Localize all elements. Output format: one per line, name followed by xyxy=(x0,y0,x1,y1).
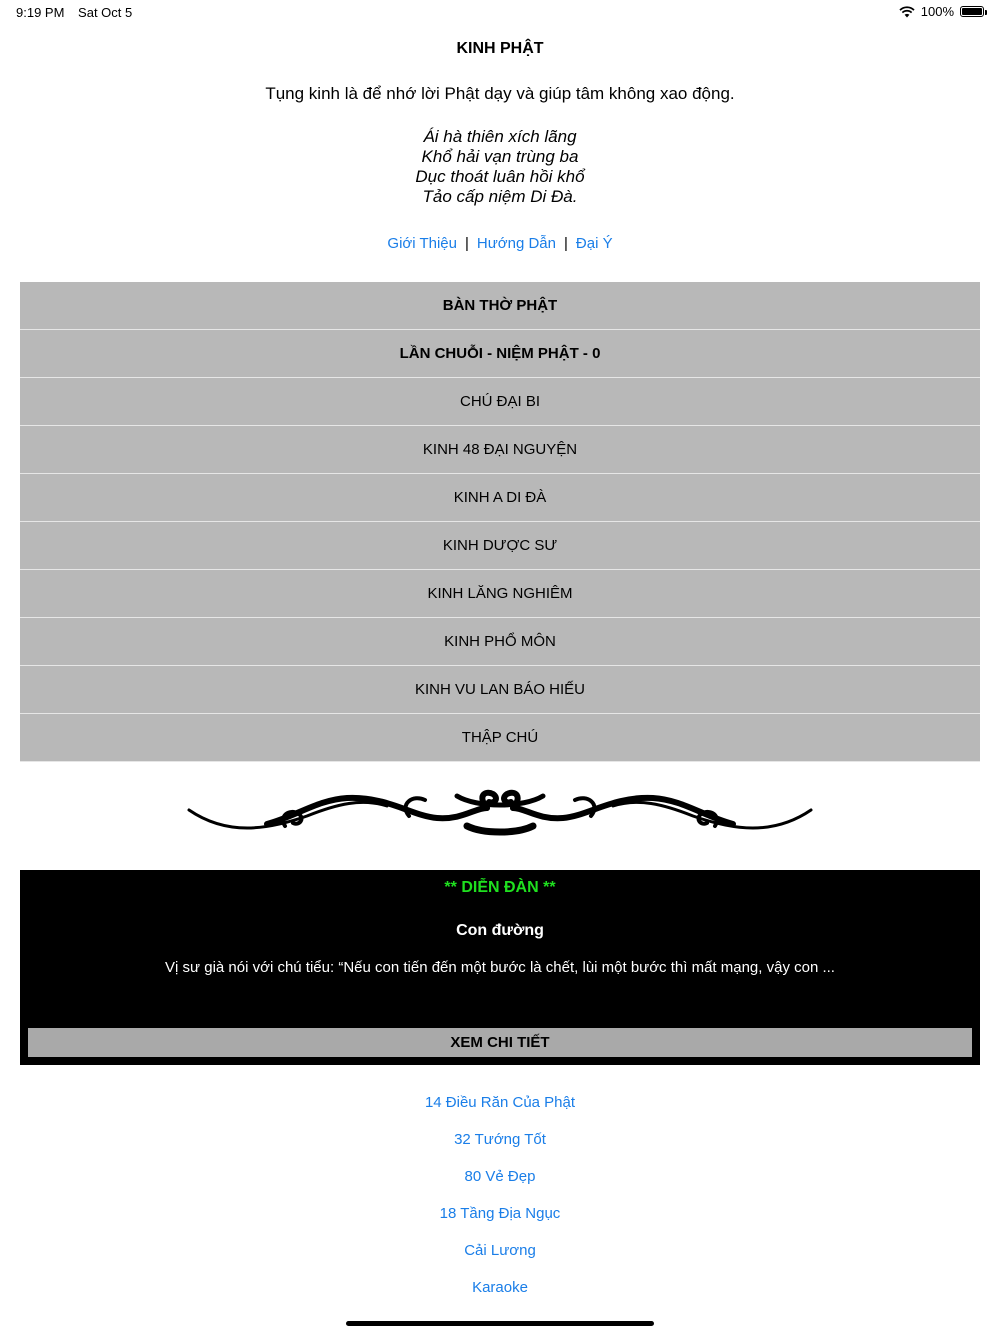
menu-item[interactable]: KINH VU LAN BÁO HIẾU xyxy=(20,666,980,714)
forum-heading: ** DIỄN ĐÀN ** xyxy=(444,879,556,896)
scroll-divider-ornament xyxy=(187,786,813,842)
forum-panel xyxy=(20,870,980,1065)
page-subtitle: Tụng kinh là để nhớ lời Phật dạy và giúp tâm không xao động. xyxy=(265,84,735,103)
view-details-button[interactable]: XEM CHI TIẾT xyxy=(28,1028,972,1057)
status-date: Sat Oct 5 xyxy=(78,5,133,20)
poem xyxy=(0,127,1000,207)
menu-item[interactable]: THẬP CHÚ xyxy=(20,714,980,762)
bottom-link[interactable]: 18 Tầng Địa Ngục xyxy=(439,1205,561,1222)
battery-fill xyxy=(962,8,982,15)
menu-item[interactable]: KINH A DI ĐÀ xyxy=(20,474,980,522)
wifi-icon xyxy=(899,6,915,18)
menu-item[interactable]: BÀN THỜ PHẬT xyxy=(20,282,980,330)
poem-line: Tảo cấp niệm Di Đà. xyxy=(422,187,578,206)
bottom-link[interactable]: 14 Điều Răn Của Phật xyxy=(424,1094,576,1111)
bottom-links xyxy=(0,1093,1000,1315)
bottom-link[interactable]: Cải Lương xyxy=(464,1242,536,1259)
info-links xyxy=(0,235,1000,252)
link-separator: | xyxy=(564,235,568,252)
menu-item[interactable]: KINH 48 ĐẠI NGUYỆN xyxy=(20,426,980,474)
menu-item[interactable]: KINH DƯỢC SƯ xyxy=(20,522,980,570)
menu-item[interactable]: KINH LĂNG NGHIÊM xyxy=(20,570,980,618)
link-huong-dan[interactable]: Hướng Dẫn xyxy=(476,235,556,252)
link-separator: | xyxy=(465,235,469,252)
battery-icon xyxy=(960,6,984,17)
status-bar-right xyxy=(899,4,984,19)
bottom-link[interactable]: 32 Tướng Tốt xyxy=(454,1131,546,1148)
page-title: KINH PHẬT xyxy=(456,40,544,57)
poem-line: Ái hà thiên xích lãng xyxy=(423,127,577,146)
forum-post-title: Con đường xyxy=(456,922,544,939)
bottom-link[interactable]: 80 Vẻ Đẹp xyxy=(464,1168,536,1185)
menu-item[interactable]: CHÚ ĐẠI BI xyxy=(20,378,980,426)
battery-percent: 100% xyxy=(920,4,954,19)
link-gioi-thieu[interactable]: Giới Thiệu xyxy=(387,235,457,252)
status-bar-left xyxy=(16,5,142,20)
menu-item[interactable]: KINH PHỔ MÔN xyxy=(20,618,980,666)
link-dai-y[interactable]: Đại Ý xyxy=(575,235,613,252)
bottom-link[interactable]: Karaoke xyxy=(472,1279,528,1296)
menu-item[interactable]: LẦN CHUỖI - NIỆM PHẬT - 0 xyxy=(20,330,980,378)
home-indicator[interactable] xyxy=(346,1321,654,1326)
sutra-menu xyxy=(20,282,980,762)
status-time: 9:19 PM xyxy=(16,5,65,20)
status-bar xyxy=(0,0,1000,24)
poem-line: Dục thoát luân hồi khổ xyxy=(415,167,585,186)
forum-post-snippet: Vị sư già nói với chú tiểu: “Nếu con tiến đến một bước là chết, lùi một bước thì mất mạng, vậy con ... xyxy=(165,959,835,976)
poem-line: Khổ hải vạn trùng ba xyxy=(421,147,579,166)
